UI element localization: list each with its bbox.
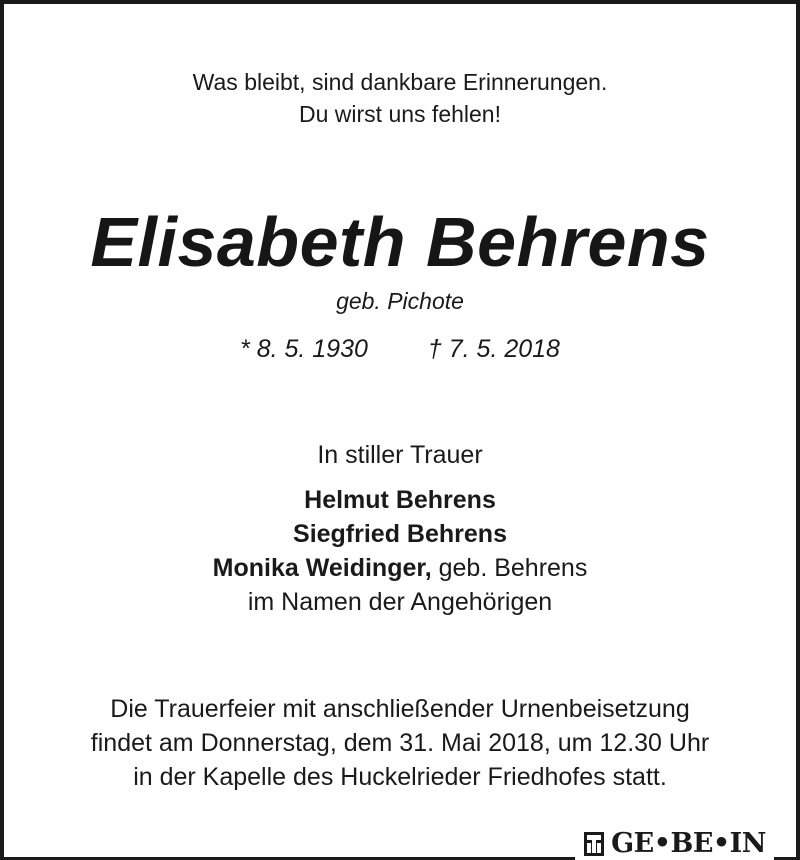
ceremony-line-2: findet am Donnerstag, dem 31. Mai 2018, um 12.30 Uhr xyxy=(90,729,710,757)
mourners-closing: im Namen der Angehörigen xyxy=(247,588,553,616)
logo-text: GE•BE•IN xyxy=(611,828,766,859)
mourner-name: Monika Weidinger, xyxy=(212,554,432,582)
mourner-name: Siegfried Behrens xyxy=(293,520,507,548)
ceremony-info xyxy=(0,692,800,794)
ceremony-line-1: Die Trauerfeier mit anschließender Urnenbeisetzung xyxy=(110,695,690,723)
mourner-name: Helmut Behrens xyxy=(304,486,496,514)
deceased-name: Elisabeth Behrens xyxy=(90,203,710,281)
ceremony-line-3: in der Kapelle des Huckelrieder Friedhofes statt. xyxy=(133,763,667,791)
mourning-intro: In stiller Trauer xyxy=(317,441,483,469)
motto-line-1: Was bleibt, sind dankbare Erinnerungen. xyxy=(192,69,608,95)
birth-name: geb. Pichote xyxy=(336,288,464,314)
motto xyxy=(0,66,800,130)
gebein-logo-mark-icon xyxy=(583,831,605,857)
mourners-list xyxy=(0,483,800,619)
life-dates xyxy=(0,332,800,366)
motto-line-2: Du wirst uns fehlen! xyxy=(299,101,501,127)
mourner-entry xyxy=(0,551,800,585)
mourner-birth-name: geb. Behrens xyxy=(431,554,588,582)
death-date: † 7. 5. 2018 xyxy=(427,335,560,363)
publisher-logo xyxy=(575,828,774,860)
birth-date: * 8. 5. 1930 xyxy=(240,335,368,363)
